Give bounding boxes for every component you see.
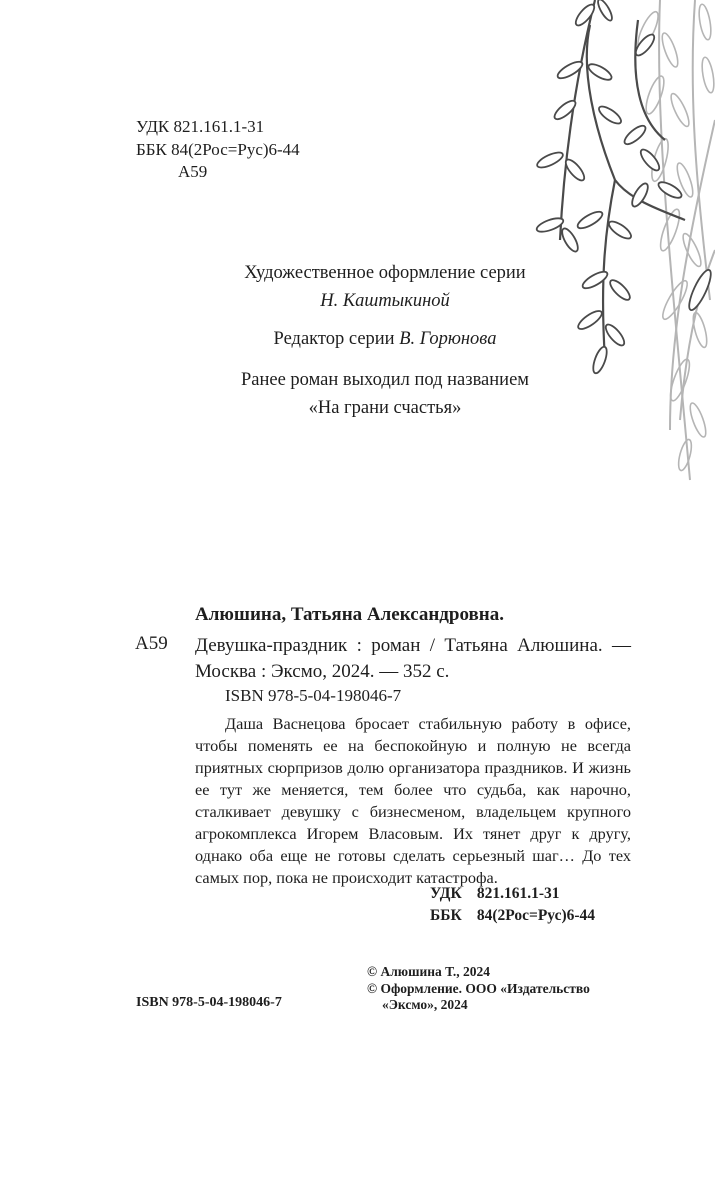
author-heading: Алюшина, Татьяна Александровна. bbox=[195, 604, 504, 625]
bottom-classification bbox=[430, 883, 595, 927]
series-designer-name: Н. Каштыкиной bbox=[320, 291, 450, 311]
bbk-code: ББК 84(2Рос=Рус)6-44 bbox=[136, 139, 300, 159]
decorative-branch-illustration bbox=[520, 0, 715, 500]
author-sign: А59 bbox=[178, 162, 208, 181]
series-editor-name: В. Горюнова bbox=[399, 329, 497, 349]
bib-description: Девушка-праздник : роман / Татьяна Алюшина. — Москва : Эксмо, 2024. — 352 с. bbox=[195, 635, 631, 682]
annotation-text: Даша Васнецова бросает стабильную работу в офисе, чтобы поменять ее на беспокойную и полную не всегда приятных сюрпризов долю организатора праздников. И жизнь ее тут же меняется, тем более что судьба, как нарочно, сталкивает девушку с бизнесменом, владельцем крупного агрокомплекса Игорем Власовым. Их тянет друг к другу, однако оба еще не готовы сделать серьезный шаг… До тех самых пор, пока не происходит катастрофа. bbox=[195, 714, 631, 887]
bbk-value: 84(2Рос=Рус)6-44 bbox=[476, 907, 596, 924]
bib-isbn: ISBN 978-5-04-198046-7 bbox=[225, 686, 402, 705]
series-editor-label: Редактор серии bbox=[273, 329, 395, 349]
isbn-bottom: ISBN 978-5-04-198046-7 bbox=[136, 995, 282, 1010]
udk-code: УДК 821.161.1-31 bbox=[136, 117, 265, 136]
copyright-design-line1: © Оформление. ООО «Издательство bbox=[367, 980, 590, 996]
previous-title: «На грани счастья» bbox=[308, 398, 462, 418]
bib-author-sign: А59 bbox=[135, 633, 168, 654]
copyright-block bbox=[367, 964, 590, 1014]
udk-label: УДК bbox=[430, 885, 462, 902]
copyright-design-line2: «Эксмо», 2024 bbox=[382, 997, 468, 1012]
copyright-author: © Алюшина Т., 2024 bbox=[367, 964, 490, 979]
series-design-label: Художественное оформление серии bbox=[244, 263, 526, 283]
top-classification bbox=[136, 116, 300, 184]
previous-title-label: Ранее роман выходил под названием bbox=[240, 370, 529, 390]
udk-value: 821.161.1-31 bbox=[476, 885, 560, 902]
series-design-credit bbox=[150, 259, 620, 315]
annotation bbox=[195, 713, 631, 889]
bbk-label: ББК bbox=[430, 907, 462, 924]
previous-title-note bbox=[150, 366, 620, 422]
series-editor-credit bbox=[150, 325, 620, 353]
